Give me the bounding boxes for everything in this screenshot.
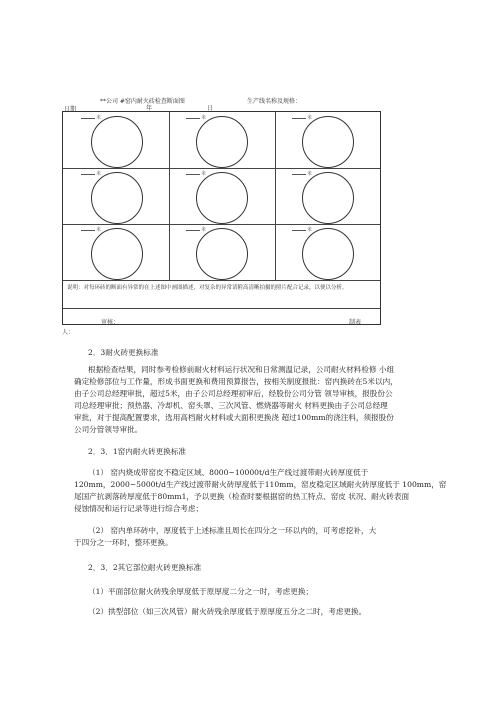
person-label: 人： — [62, 329, 75, 336]
paragraph-line: 尾国产抗剥落砖厚度低于80mm1，予以更换（检查时要根据窑的热工特点、窑皮 状况、耐火砖表面 — [74, 492, 410, 501]
distance-unit: 米 — [307, 227, 313, 233]
row-divider — [63, 168, 380, 169]
brick-section-circle — [91, 228, 143, 280]
form-title: **公司 #窑内耐火砖检查断面图 — [100, 98, 185, 105]
other-item-1: （1）平面部位耐火砖残余厚度低于原厚度二分之一时，考虑更换； — [88, 587, 314, 596]
distance-blank — [81, 174, 95, 175]
distance-blank — [186, 174, 200, 175]
distance-unit: 米 — [307, 115, 313, 121]
column-divider — [275, 112, 276, 280]
distance-unit: 米 — [96, 171, 102, 177]
reviewer-label: 审核： — [101, 319, 120, 326]
paragraph-line: 于四分之一环时，整环更换。 — [74, 538, 173, 547]
brick-section-circle — [302, 228, 354, 280]
distance-unit: 米 — [307, 171, 313, 177]
distance-blank — [186, 230, 200, 231]
brick-section-circle — [196, 228, 248, 280]
distance-blank — [292, 118, 306, 119]
inspection-form-table — [62, 111, 381, 325]
distance-unit: 米 — [96, 227, 102, 233]
paragraph-line: 由子公司总经理审批，超过5米，由子公司总经理初审后，经股份公司分管 领导审核，报股份公 — [74, 389, 393, 398]
column-divider — [169, 112, 170, 280]
row-divider — [63, 308, 380, 309]
distance-blank — [81, 118, 95, 119]
brick-section-circle — [302, 116, 354, 168]
distance-blank — [186, 118, 200, 119]
paragraph-line: 确定检修部位与工作量，形成书面更换和费用预算报告，按相关制度报批：窑内换砖在5米以内， — [74, 377, 398, 386]
paragraph-line: 120mm，2000~5000t/d生产线过渡带耐火砖厚度低于110mm，窑皮稳定区域耐火砖厚度低于 100mm，窑 — [74, 480, 447, 489]
paragraph-line: 公司分管领导审批。 — [74, 425, 143, 434]
section-heading: 2．3耐火砖更换标准 — [88, 348, 159, 357]
paragraph-line: 司总经理审批；预热器、冷却机、窑头罩、三次风管、燃烧器等耐火 材料更换由子公司总经理 — [74, 401, 388, 410]
paragraph-line: （1） 窑内烧成带窑皮不稳定区域、8000~10000t/d生产线过渡带耐火砖厚度低于 — [88, 468, 369, 477]
paragraph-line: 侵蚀情况和运行记录等进行综合考虑； — [74, 504, 204, 513]
year-label: 年 — [146, 105, 153, 112]
section-heading: 2．3．1窑内耐火砖更换标准 — [88, 447, 187, 456]
maker-label: 制表 — [349, 319, 362, 326]
other-item-2: （2）拱型部位（如三次风管）耐火砖残余厚度低于原厚度五分之二时，考虑更换。 — [88, 607, 367, 616]
day-label: 日 — [207, 105, 214, 112]
distance-blank — [292, 174, 306, 175]
brick-section-circle — [302, 172, 354, 224]
paragraph-line: 根据检查结果，同时参考检修前耐火材料运行状况和日常测温记录，公司耐火材料检修 小组 — [88, 365, 395, 374]
section-heading: 2．3．2其它部位耐火砖更换标准 — [88, 563, 202, 572]
production-line-label: 生产线名称及规格： — [247, 98, 302, 105]
row-divider — [63, 280, 380, 281]
paragraph-line: （2） 窑内单环砖中，厚度低于上述标准且周长在四分之一环以内的，可考虑挖补，大 — [88, 526, 377, 535]
brick-section-circle — [196, 172, 248, 224]
distance-unit: 米 — [96, 115, 102, 121]
date-label: 日期 — [64, 106, 77, 113]
paragraph-line: 审批，对于提高配置要求，选用高档耐火材料或大面积更换浇 超过100mm的浇注料，须报股份 — [74, 413, 394, 422]
distance-unit: 米 — [201, 227, 207, 233]
form-note: 说明：对每环砖的断面有异常的在上述图中画图描述，对复杂的异常请附高清晰拍摄的照片配合记录，以便以分析。 — [67, 285, 348, 291]
distance-blank — [292, 230, 306, 231]
brick-section-circle — [91, 116, 143, 168]
distance-unit: 米 — [201, 115, 207, 121]
distance-unit: 米 — [201, 171, 207, 177]
brick-section-circle — [196, 116, 248, 168]
row-divider — [63, 224, 380, 225]
brick-section-circle — [91, 172, 143, 224]
distance-blank — [81, 230, 95, 231]
